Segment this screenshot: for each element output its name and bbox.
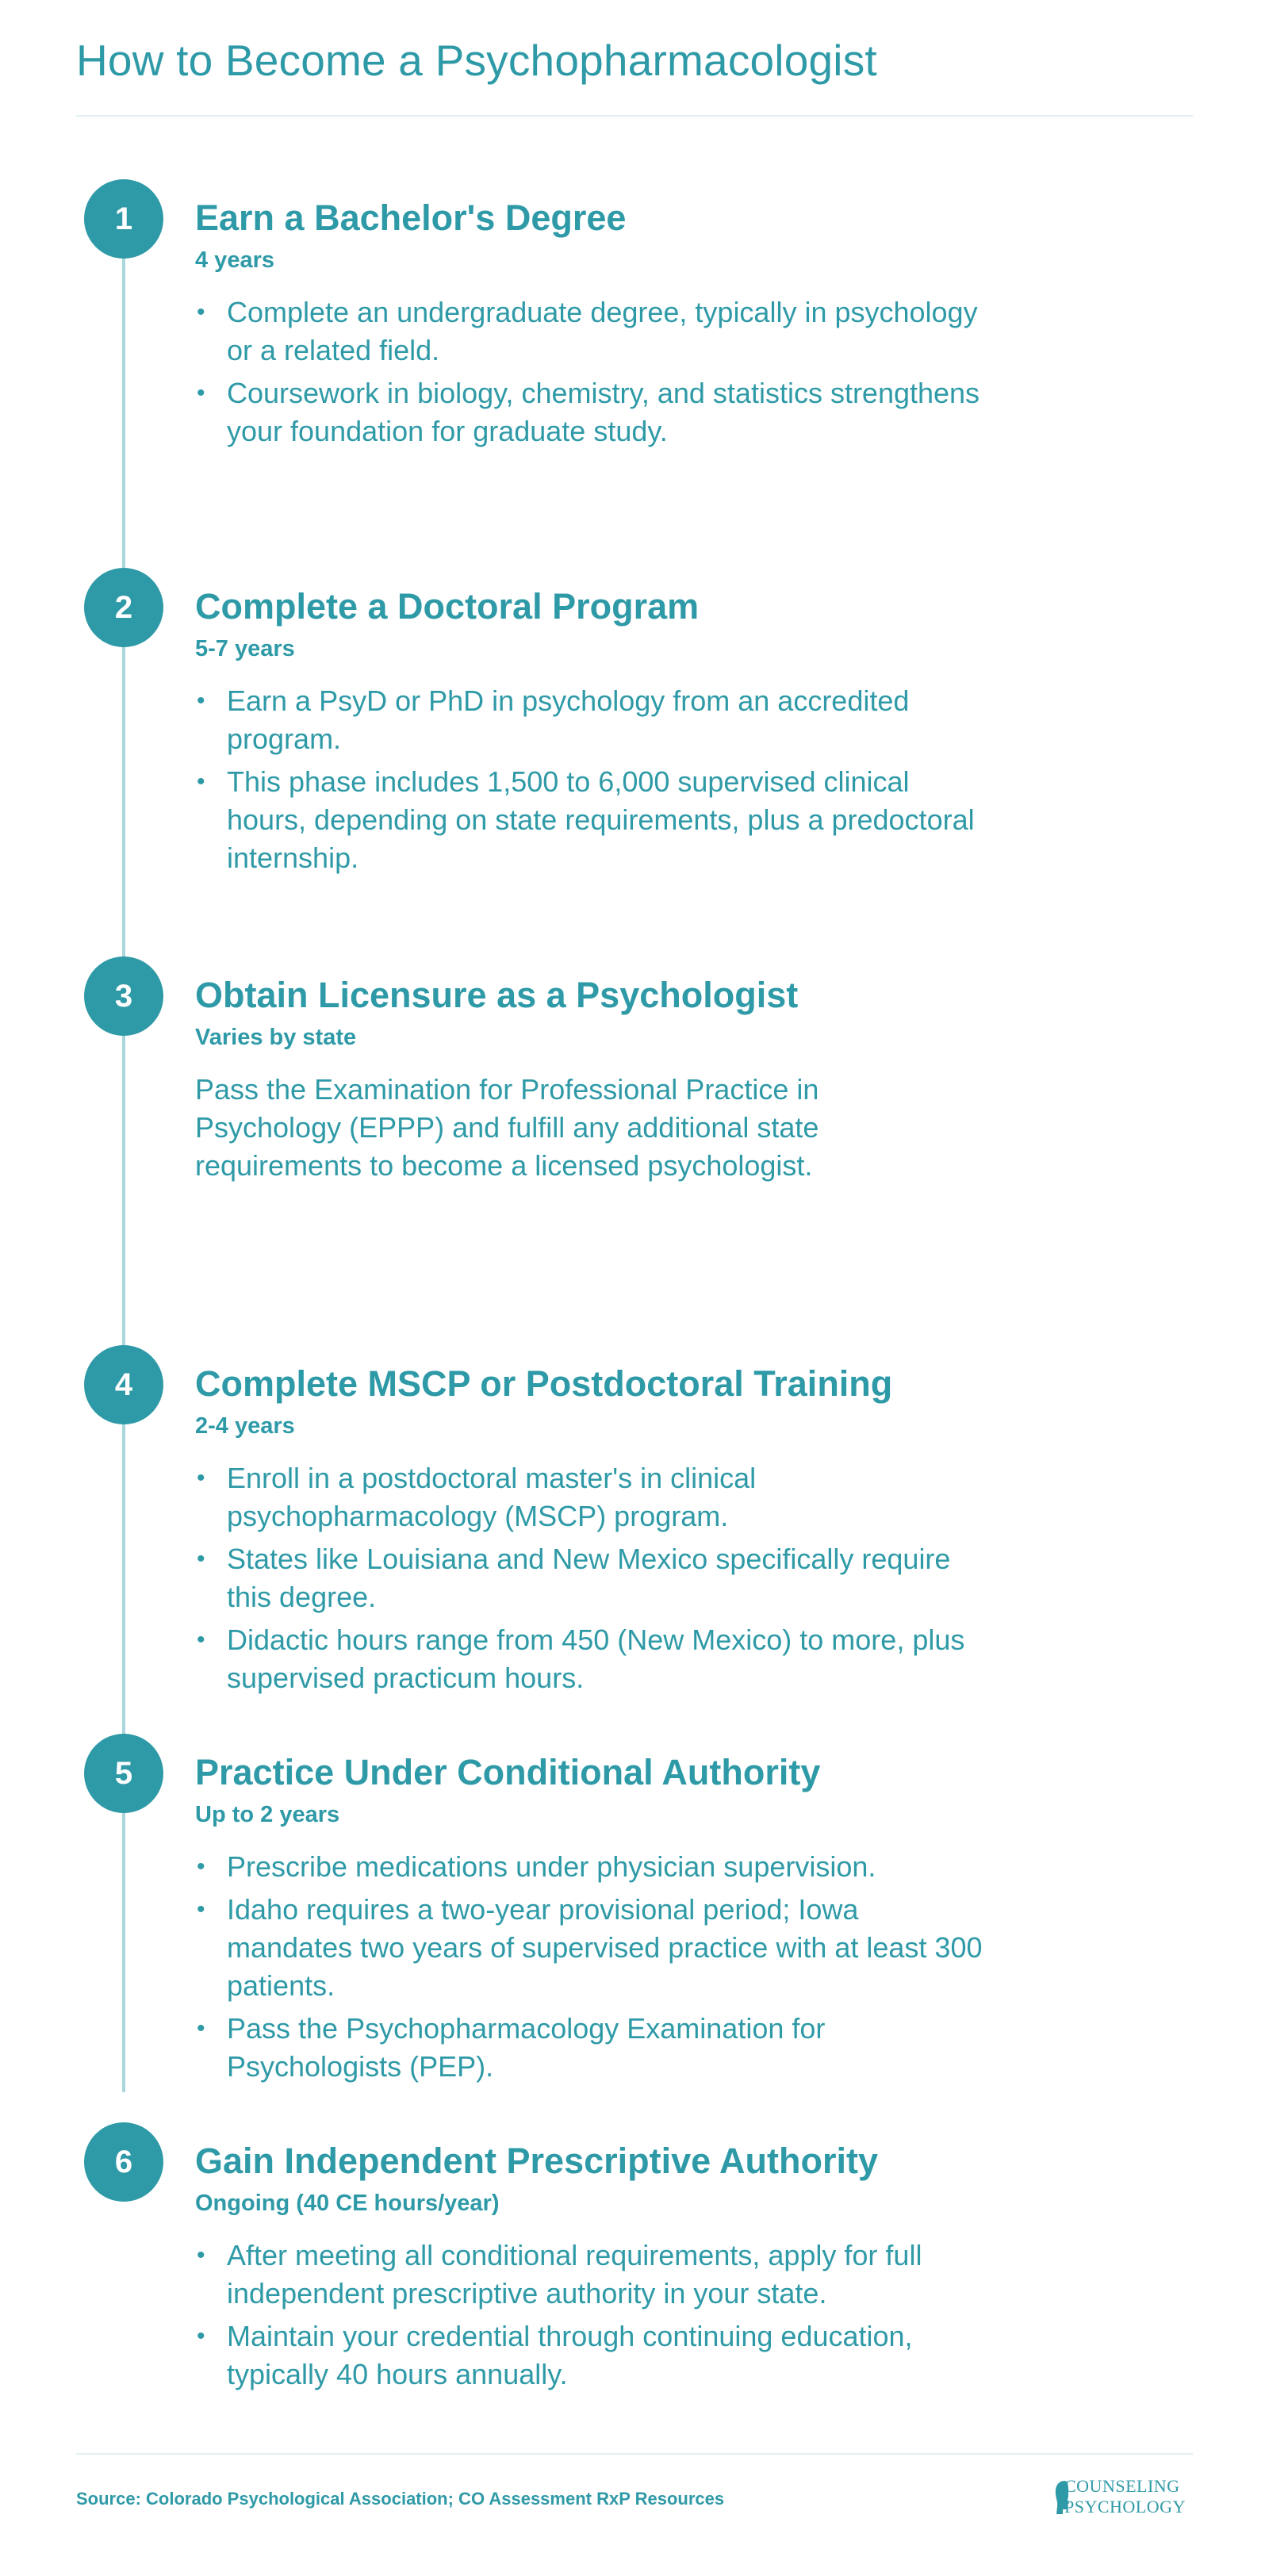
- bullet-text: Coursework in biology, chemistry, and statistics strengthens your foundation for graduate study.: [227, 377, 980, 447]
- step-title: Practice Under Conditional Authority: [195, 1752, 821, 1792]
- logo-line-1: COUNSELING: [1064, 2476, 1180, 2496]
- bullet-text: States like Louisiana and New Mexico specifically require this degree.: [227, 1543, 951, 1613]
- step-content: [195, 197, 988, 455]
- step-duration: Ongoing (40 CE hours/year): [195, 2191, 500, 2216]
- list-item: [195, 1540, 988, 1616]
- list-item: [195, 682, 988, 758]
- bullet-text: Maintain your credential through continuing education, typically 40 hours annually.: [227, 2320, 913, 2390]
- bullet-icon: •: [197, 299, 205, 325]
- bullet-text: Pass the Psychopharmacology Examination for Psychologists (PEP).: [227, 2012, 826, 2083]
- bullet-icon: •: [197, 2323, 205, 2349]
- step-title: Complete a Doctoral Program: [195, 586, 700, 627]
- step-number-badge: 4: [84, 1345, 163, 1424]
- bullet-icon: •: [197, 1853, 205, 1880]
- bullet-text: Complete an undergraduate degree, typically in psychology or a related field.: [227, 296, 978, 366]
- bullet-text: Didactic hours range from 450 (New Mexico) to more, plus supervised practicum hours.: [227, 1623, 965, 1694]
- step-title: Obtain Licensure as a Psychologist: [195, 975, 799, 1015]
- step-bullet-list: [195, 2237, 988, 2394]
- bullet-icon: •: [197, 769, 205, 795]
- bullet-text: Enroll in a postdoctoral master's in clinical psychopharmacology (MSCP) program.: [227, 1462, 757, 1532]
- step-duration: 5-7 years: [195, 636, 295, 661]
- bullet-icon: •: [197, 1465, 205, 1491]
- counseling-psychology-logo[interactable]: [1053, 2476, 1193, 2524]
- bullet-icon: •: [197, 1546, 205, 1572]
- logo-line-2: PSYCHOLOGY: [1064, 2497, 1186, 2517]
- step-bullet-list: [195, 293, 988, 450]
- list-item: [195, 1621, 988, 1697]
- step-title: Gain Independent Prescriptive Authority: [195, 2141, 878, 2181]
- bullet-text: Idaho requires a two-year provisional period; Iowa mandates two years of supervised practice with at least 300 patients.: [227, 1893, 983, 2002]
- step-description: Pass the Examination for Professional Practice in Psychology (EPPP) and fulfill any additional state requirements to become a licensed psychologist.: [195, 1073, 819, 1182]
- step-duration: Varies by state: [195, 1025, 357, 1050]
- step-duration: Up to 2 years: [195, 1802, 340, 1827]
- list-item: [195, 293, 988, 370]
- step-content: [195, 1751, 988, 2091]
- step-content: [195, 974, 988, 1185]
- step-number-badge: 1: [84, 179, 163, 259]
- step-content: [195, 1363, 988, 1702]
- bullet-icon: •: [197, 2015, 205, 2041]
- bullet-icon: •: [197, 1627, 205, 1653]
- logo-wordmark: [1064, 2476, 1186, 2517]
- list-item: [195, 374, 988, 450]
- bullet-icon: •: [197, 688, 205, 714]
- step-duration: 4 years: [195, 247, 274, 273]
- step-content: [195, 2140, 988, 2398]
- list-item: [195, 2237, 988, 2313]
- list-item: [195, 2010, 988, 2086]
- step-number-badge: 5: [84, 1734, 163, 1813]
- step-bullet-list: [195, 682, 988, 877]
- bullet-text: Prescribe medications under physician supervision.: [227, 1850, 876, 1883]
- step-bullet-list: [195, 1459, 988, 1697]
- step-duration: 2-4 years: [195, 1413, 295, 1439]
- page-title: How to Become a Psychopharmacologist: [76, 36, 877, 85]
- bullet-text: After meeting all conditional requirements, apply for full independent prescriptive authority in your state.: [227, 2239, 922, 2310]
- step-bullet-list: [195, 1848, 988, 2086]
- step-title: Earn a Bachelor's Degree: [195, 197, 627, 238]
- bullet-icon: •: [197, 2242, 205, 2268]
- list-item: [195, 1848, 988, 1886]
- bullet-text: Earn a PsyD or PhD in psychology from an accredited program.: [227, 684, 910, 755]
- step-content: [195, 585, 988, 882]
- list-item: [195, 763, 988, 877]
- source-citation: Source: Colorado Psychological Association; CO Assessment RxP Resources: [76, 2489, 725, 2509]
- footer-divider: [76, 2453, 1193, 2455]
- step-title: Complete MSCP or Postdoctoral Training: [195, 1363, 893, 1404]
- step-number-badge: 2: [84, 568, 163, 647]
- list-item: [195, 1891, 988, 2005]
- bullet-icon: •: [197, 380, 205, 406]
- list-item: [195, 1459, 988, 1535]
- bullet-icon: •: [197, 1896, 205, 1922]
- bullet-text: This phase includes 1,500 to 6,000 supervised clinical hours, depending on state requirements, plus a predoctoral internship.: [227, 765, 975, 874]
- step-number-badge: 6: [84, 2122, 163, 2202]
- step-number-badge: 3: [84, 956, 163, 1036]
- list-item: [195, 2317, 988, 2394]
- header-divider: [76, 115, 1193, 117]
